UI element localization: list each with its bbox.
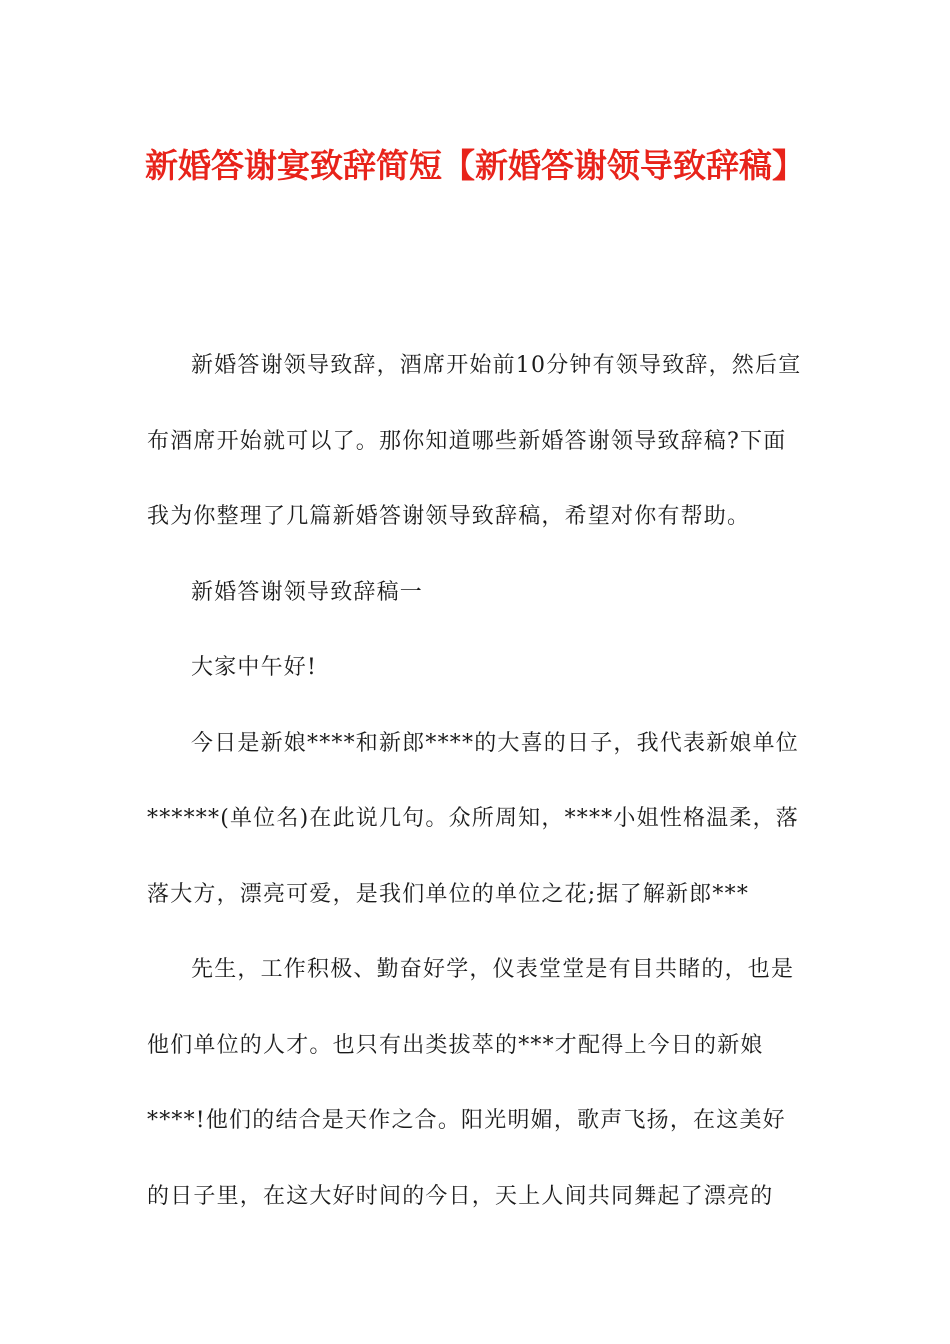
paragraph-greeting: 大家中午好! — [191, 655, 318, 680]
document-body — [147, 328, 807, 1234]
document-title: 新婚答谢宴致辞简短【新婚答谢领导致辞稿】 — [145, 146, 805, 185]
paragraph-body-1: 今日是新娘****和新郎****的大喜的日子，我代表新娘单位******(单位名)在此说几句。众所周知，****小姐性格温柔，落落大方，漂亮可爱，是我们单位的单位之花;据了解新郎*** — [147, 730, 800, 907]
paragraph-body-2: 先生，工作积极、勤奋好学，仪表堂堂是有目共睹的，也是他们单位的人才。也只有出类拔萃的***才配得上今日的新娘****!他们的结合是天作之合。阳光明媚，歌声飞扬，在这美好的日子里，在这大好时间的今日，天上人间共同舞起了漂亮的 — [147, 957, 795, 1209]
paragraph-section-heading: 新婚答谢领导致辞稿一 — [191, 579, 424, 605]
paragraph-intro: 新婚答谢领导致辞，酒席开始前10分钟有领导致辞，然后宣布酒席开始就可以了。那你知道哪些新婚答谢领导致辞稿?下面我为你整理了几篇新婚答谢领导致辞稿，希望对你有帮助。 — [147, 353, 802, 529]
